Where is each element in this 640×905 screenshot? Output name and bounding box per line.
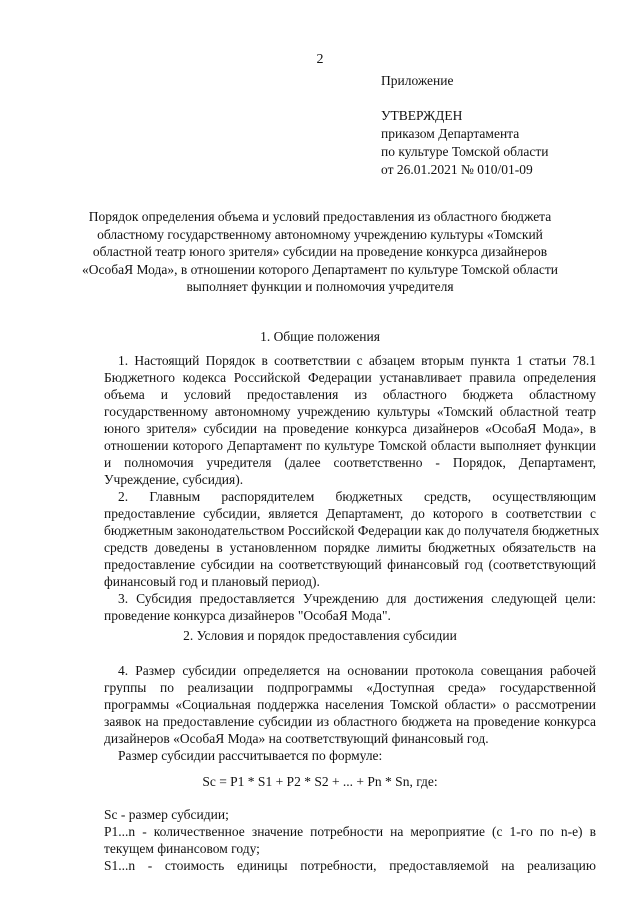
definitions — [104, 806, 596, 874]
title-line: областной театр юного зрителя» субсидии на проведение конкурса дизайнеров — [92, 244, 548, 259]
paragraph-line: финансовый год и плановый период). — [104, 574, 320, 589]
formula: Sc = P1 * S1 + P2 * S2 + ... + Pn * Sn, где: — [202, 774, 438, 789]
order-line-3: от 26.01.2021 № 010/01-09 — [381, 162, 533, 177]
paragraph-line: группы по реализации подпрограммы «Доступная среда» государственной — [104, 680, 596, 695]
title-line: областному государственному автономному учреждению культуры «Томский — [97, 226, 543, 242]
title-line: Порядок определения объема и условий предоставления из областного бюджета — [88, 209, 552, 224]
approval-block — [381, 72, 548, 179]
paragraph-line: Учреждение, субсидия). — [104, 472, 244, 487]
paragraph-line: средств доведены в установленном порядке лимиты бюджетных обязательств на — [104, 540, 596, 555]
paragraph-line: предоставление субсидии на соответствующий финансовый год (соответствующий — [104, 557, 596, 572]
paragraph-line: дизайнеров «ОсобаЯ Мода» на соответствующий финансовый год. — [104, 731, 489, 746]
page-number: 2 — [316, 52, 324, 67]
paragraph-4 — [104, 662, 596, 764]
paragraph-line: 1. Настоящий Порядок в соответствии с абзацем вторым пункта 1 статьи 78.1 — [118, 353, 596, 368]
paragraph-line: программы «Социальная поддержка населения Томской области» о рассмотрении — [104, 697, 596, 712]
order-line-1: приказом Департамента — [381, 126, 520, 141]
title-line: выполняет функции и полномочия учредителя — [186, 279, 454, 294]
approved-label: УТВЕРЖДЕН — [381, 108, 463, 123]
paragraph-line: 2. Главным распорядителем бюджетных средств, осуществляющим — [118, 489, 596, 504]
paragraph-line: предоставление субсидии, является Департамент, до которого в соответствии с — [104, 506, 596, 521]
document-title — [70, 208, 570, 296]
definition-line: текущем финансовом году; — [104, 841, 260, 856]
paragraph-line: объема и условий предоставления из областного бюджета областному — [104, 387, 596, 402]
formula-intro: Размер субсидии рассчитывается по формуле: — [118, 748, 383, 763]
paragraph-line: 3. Субсидия предоставляется Учреждению для достижения следующей цели: — [118, 591, 596, 606]
paragraph-line: 4. Размер субсидии определяется на основании протокола совещания рабочей — [118, 663, 596, 678]
paragraph-1 — [104, 352, 596, 488]
title-line: «ОсобаЯ Мода», в отношении которого Департамент по культуре Томской области — [82, 261, 558, 277]
paragraph-line: заявок на предоставление субсидии из областного бюджета на проведение конкурса — [104, 714, 596, 729]
paragraph-line: отношении которого Департамент по культуре Томской области выполняет функции — [104, 438, 596, 453]
paragraph-line: и полномочия учредителя (далее соответственно - Порядок, Департамент, — [104, 455, 596, 470]
section-2-heading: 2. Условия и порядок предоставления субсидии — [183, 628, 457, 643]
order-line-2: по культуре Томской области — [381, 144, 549, 159]
section-1-heading: 1. Общие положения — [260, 329, 380, 344]
definition-line: P1...n - количественное значение потребности на мероприятие (с 1-го по n-е) в — [104, 824, 596, 839]
paragraph-line: Бюджетного кодекса Российской Федерации устанавливает правила определения — [104, 370, 596, 385]
paragraph-line: государственному автономному учреждению культуры «Томский областной театр — [104, 404, 596, 419]
paragraph-line: юного зрителя» субсидии на проведение конкурса дизайнеров «ОсобаЯ Мода», в — [104, 421, 596, 436]
paragraph-3 — [104, 590, 596, 624]
definition-line: Sc - размер субсидии; — [104, 807, 229, 822]
definition-line: S1...n - стоимость единицы потребности, предоставляемой на реализацию — [104, 858, 596, 873]
paragraph-line: проведение конкурса дизайнеров "ОсобаЯ Мода". — [104, 608, 391, 623]
paragraph-2 — [104, 488, 600, 590]
paragraph-line: бюджетным законодательством Российской Федерации как до получателя бюджетных — [104, 523, 600, 538]
attachment-label: Приложение — [381, 73, 454, 88]
